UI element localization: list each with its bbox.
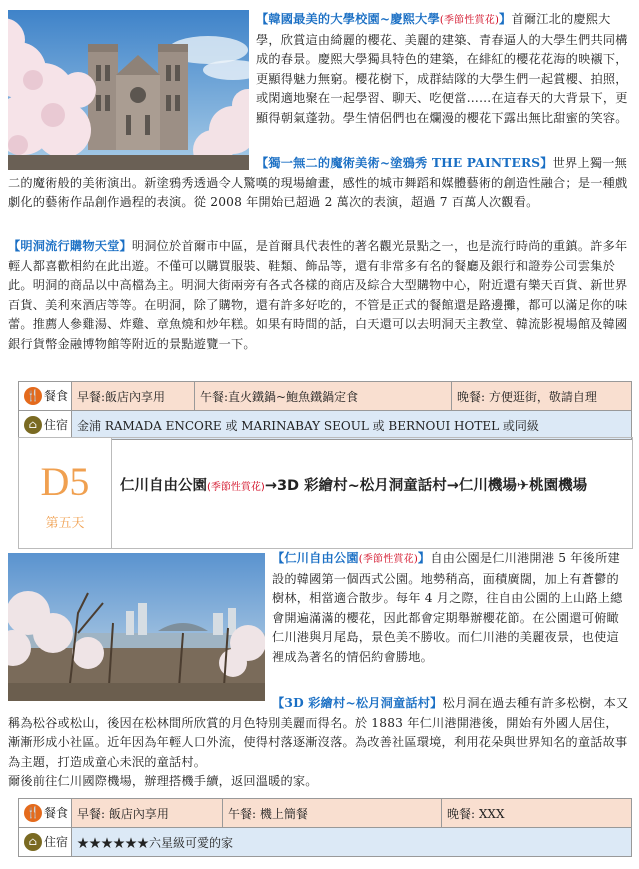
myeongdong-title: 【明洞流行購物天堂】	[8, 239, 132, 253]
park-season-tag: (季節性賞花)	[358, 554, 418, 565]
myeongdong-text: 明洞位於首爾市中區，是首爾具代表性的著名觀光景點之一，也是流行時尚的重鎮。許多年輕人都喜歡相約在此出遊。不僅可以購買服裝、鞋類、飾品等，還有非常多有名的餐廳及銀行和證券公司雲集於此。明洞的商品以中高檔為主。明洞大街兩旁有各式各樣的商店及綜合大型購物中心，附近還有樂天百貨、新世界百貨、美利來酒店等等。在明洞，除了購物，還有許多好吃的，不管是正式的餐館還是路邊攤，都可以滿足你的味蕾。推薦人參雞湯、炸雞、章魚燒和炒年糕。如果有時間的話，白天還可以去明洞天主教堂、韓流影視場館及韓國銀行貨幣金融博物館等附近的景點遊覽一下。	[8, 239, 628, 351]
day4-hotel-label: 住宿	[44, 417, 69, 432]
painters-title: 【獨一無二的魔術美術~塗鴉秀 THE PAINTERS】	[256, 156, 553, 170]
park-title: 【仁川自由公園	[272, 551, 359, 565]
village-paragraph	[8, 694, 630, 772]
day5-meal-label: 餐食	[44, 805, 69, 820]
day5-title-b: →3D 彩繪村~松月洞童話村→仁川機場✈桃園機場	[264, 478, 588, 494]
day5-badge	[18, 437, 112, 549]
day5-dinner: 晚餐: XXX	[442, 799, 632, 828]
day4-hotel-label-cell	[19, 411, 72, 440]
day5-breakfast: 早餐: 飯店內享用	[72, 799, 223, 828]
myeongdong-paragraph	[8, 237, 630, 354]
day4-meal-label: 餐食	[44, 388, 69, 403]
day4-dinner: 晚餐: 方便逛街，敬請自理	[452, 382, 632, 411]
day5-meal-label-cell	[19, 799, 72, 828]
hotel-bed-icon: ⌂	[24, 833, 42, 851]
park-text: 自由公園是仁川港開港 5 年後所建設的韓國第一個西式公園。地勢稍高，面積廣闊，加上有蒼鬱的樹林，相當適合散步。每年 4 月之際，往自由公園的上山路上總會開遍滿滿的櫻花，因此都會定期舉辦櫻花節。在公園還可俯瞰仁川港與月尾島，景色美不勝收。而仁川港的美麗夜景，也使這裡成為著名的情侶約會勝地。	[272, 551, 623, 664]
day5-title-box	[112, 437, 633, 549]
day5-label: 第五天	[45, 516, 85, 531]
park-title-end: 】	[417, 551, 431, 565]
painters-text: 世界上獨一無二的魔術般的美術演出。新塗鴉秀透過令人驚嘆的現場繪畫，感性的城市舞蹈和媒體藝術的創造性融合；是一種戲劇化的藝術作品創作過程的表演。從 2008 年開始已超過 2 萬次的表演，超過 7 百萬人次觀看。	[8, 156, 628, 209]
day5-header	[18, 437, 632, 547]
kyunghee-text: 首爾江北的慶熙大學，欣賞這由綺麗的櫻花、美麗的建築、青春逼人的大學生們共同構成的春景。慶熙大學獨具特色的建築，在緋紅的櫻花花海的映襯下，更顯得魅力無窮。櫻花樹下，成群結隊的大學生們一起賞櫻、拍照，或閑適地聚在一起學習、聊天、吃便當……在這春天的大背景下，更顯得朝氣蓬勃。學生情侶們也在爛漫的櫻花下露出無比甜蜜的笑容。	[256, 12, 628, 125]
day5-meal-row	[19, 799, 632, 828]
day4-lunch: 午餐:直火鐵鍋~鮑魚鐵鍋定食	[195, 382, 452, 411]
airport-text: 爾後前往仁川國際機場，辦理搭機手續，返回溫暖的家。	[8, 774, 318, 788]
village-title: 【3D 彩繪村~松月洞童話村】	[272, 696, 443, 710]
day5-hotel-row	[19, 828, 632, 857]
day5-number: D5	[40, 459, 90, 504]
day4-breakfast: 早餐:飯店內享用	[72, 382, 195, 411]
kyunghee-title: 【韓國最美的大學校園~慶熙大學	[256, 12, 440, 26]
day4-meal-label-cell	[19, 382, 72, 411]
day5-hotel-label-cell	[19, 828, 72, 857]
day5-title	[120, 476, 624, 498]
painters-paragraph	[8, 154, 630, 213]
day4-meal-row	[19, 382, 632, 411]
village-text: 松月洞在過去種有許多松樹，本又稱為松谷或松山，後因在松林間所欣賞的月色特別美麗而得名。於 1883 年仁川港開港後，開始有外國人居住，漸漸形成小社區。近年因為年輕人口外流，使得村落逐漸沒落。為改善社區環境，利用花朵與世界知名的童話故事為主題，打造成童心未泯的童話村。	[8, 696, 629, 769]
day4-hotel: 金浦 RAMADA ENCORE 或 MARINABAY SEOUL 或 BERNOUI HOTEL 或同級	[72, 411, 632, 440]
kyunghee-university-photo	[8, 10, 249, 170]
kyunghee-paragraph	[256, 10, 630, 128]
hotel-bed-icon: ⌂	[24, 416, 42, 434]
day5-hotel-label: 住宿	[44, 834, 69, 849]
day4-hotel-row	[19, 411, 632, 440]
day5-title-tag: (季節性賞花)	[207, 482, 265, 493]
kyunghee-season-tag: (季節性賞花)	[439, 15, 500, 26]
kyunghee-title-end: 】	[499, 12, 512, 26]
park-paragraph	[272, 549, 630, 667]
meal-fork-icon: 🍴	[24, 804, 42, 822]
day5-meal-table	[18, 798, 632, 857]
day4-meal-table	[18, 381, 632, 440]
day5-lunch: 午餐: 機上簡餐	[223, 799, 442, 828]
meal-fork-icon: 🍴	[24, 387, 42, 405]
incheon-park-photo	[8, 553, 265, 701]
day5-hotel: ★★★★★★六星級可愛的家	[72, 828, 632, 857]
airport-paragraph	[8, 772, 630, 792]
day5-title-a: 仁川自由公園	[120, 478, 207, 494]
